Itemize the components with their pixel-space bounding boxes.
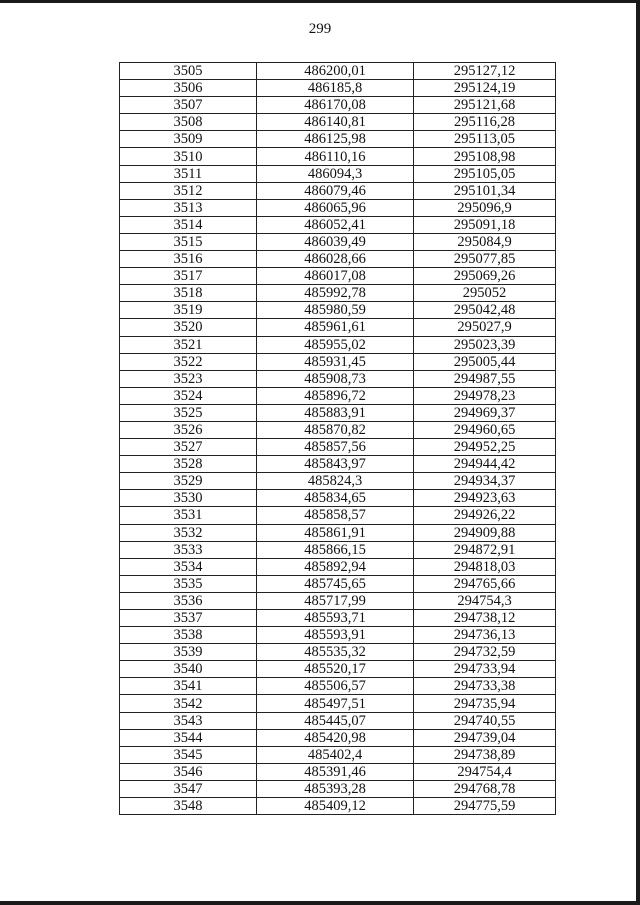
point-number-cell: 3537: [120, 610, 257, 627]
x-coordinate-cell: 485858,57: [257, 507, 414, 524]
y-coordinate-cell: 295116,28: [414, 114, 556, 131]
table-row: [120, 541, 556, 558]
y-coordinate-cell: 295005,44: [414, 353, 556, 370]
y-coordinate-cell: 295121,68: [414, 97, 556, 114]
point-number-cell: 3508: [120, 114, 257, 131]
table-row: [120, 251, 556, 268]
x-coordinate-cell: 486200,01: [257, 63, 414, 80]
y-coordinate-cell: 294960,65: [414, 421, 556, 438]
y-coordinate-cell: 294754,4: [414, 763, 556, 780]
x-coordinate-cell: 485843,97: [257, 456, 414, 473]
point-number-cell: 3532: [120, 524, 257, 541]
point-number-cell: 3515: [120, 233, 257, 250]
scan-border-top: [0, 0, 640, 3]
table-row: [120, 592, 556, 609]
point-number-cell: 3522: [120, 353, 257, 370]
table-row: [120, 746, 556, 763]
y-coordinate-cell: 294736,13: [414, 627, 556, 644]
x-coordinate-cell: 485520,17: [257, 661, 414, 678]
y-coordinate-cell: 294735,94: [414, 695, 556, 712]
table-row: [120, 695, 556, 712]
table-row: [120, 63, 556, 80]
point-number-cell: 3518: [120, 285, 257, 302]
x-coordinate-cell: 486028,66: [257, 251, 414, 268]
y-coordinate-cell: 295124,19: [414, 80, 556, 97]
table-row: [120, 319, 556, 336]
y-coordinate-cell: 295052: [414, 285, 556, 302]
x-coordinate-cell: 486052,41: [257, 216, 414, 233]
x-coordinate-cell: 485445,07: [257, 712, 414, 729]
y-coordinate-cell: 294733,38: [414, 678, 556, 695]
table-row: [120, 285, 556, 302]
point-number-cell: 3530: [120, 490, 257, 507]
table-row: [120, 370, 556, 387]
x-coordinate-cell: 485857,56: [257, 439, 414, 456]
point-number-cell: 3507: [120, 97, 257, 114]
table-row: [120, 627, 556, 644]
x-coordinate-cell: 486079,46: [257, 182, 414, 199]
y-coordinate-cell: 294987,55: [414, 370, 556, 387]
y-coordinate-cell: 294739,04: [414, 729, 556, 746]
x-coordinate-cell: 485717,99: [257, 592, 414, 609]
point-number-cell: 3547: [120, 780, 257, 797]
y-coordinate-cell: 294765,66: [414, 575, 556, 592]
y-coordinate-cell: 294738,12: [414, 610, 556, 627]
y-coordinate-cell: 294768,78: [414, 780, 556, 797]
table-row: [120, 558, 556, 575]
y-coordinate-cell: 294909,88: [414, 524, 556, 541]
x-coordinate-cell: 485980,59: [257, 302, 414, 319]
x-coordinate-cell: 485506,57: [257, 678, 414, 695]
point-number-cell: 3543: [120, 712, 257, 729]
table-row: [120, 421, 556, 438]
table-row: [120, 302, 556, 319]
x-coordinate-cell: 485402,4: [257, 746, 414, 763]
point-number-cell: 3513: [120, 199, 257, 216]
x-coordinate-cell: 486185,8: [257, 80, 414, 97]
x-coordinate-cell: 485409,12: [257, 798, 414, 815]
x-coordinate-cell: 485834,65: [257, 490, 414, 507]
table-row: [120, 780, 556, 797]
x-coordinate-cell: 486039,49: [257, 233, 414, 250]
x-coordinate-cell: 486017,08: [257, 268, 414, 285]
table-row: [120, 610, 556, 627]
y-coordinate-cell: 295096,9: [414, 199, 556, 216]
y-coordinate-cell: 294926,22: [414, 507, 556, 524]
x-coordinate-cell: 485497,51: [257, 695, 414, 712]
y-coordinate-cell: 295105,05: [414, 165, 556, 182]
coordinates-table: [119, 62, 556, 815]
point-number-cell: 3521: [120, 336, 257, 353]
table-row: [120, 353, 556, 370]
x-coordinate-cell: 485908,73: [257, 370, 414, 387]
x-coordinate-cell: 485593,91: [257, 627, 414, 644]
x-coordinate-cell: 486170,08: [257, 97, 414, 114]
table-row: [120, 439, 556, 456]
y-coordinate-cell: 295127,12: [414, 63, 556, 80]
y-coordinate-cell: 294923,63: [414, 490, 556, 507]
x-coordinate-cell: 486094,3: [257, 165, 414, 182]
table-row: [120, 387, 556, 404]
point-number-cell: 3529: [120, 473, 257, 490]
table-row: [120, 798, 556, 815]
y-coordinate-cell: 295101,34: [414, 182, 556, 199]
point-number-cell: 3519: [120, 302, 257, 319]
table-row: [120, 404, 556, 421]
table-row: [120, 182, 556, 199]
x-coordinate-cell: 485745,65: [257, 575, 414, 592]
y-coordinate-cell: 295027,9: [414, 319, 556, 336]
y-coordinate-cell: 295091,18: [414, 216, 556, 233]
x-coordinate-cell: 485896,72: [257, 387, 414, 404]
y-coordinate-cell: 295023,39: [414, 336, 556, 353]
scan-border-bottom: [0, 901, 640, 905]
y-coordinate-cell: 294934,37: [414, 473, 556, 490]
x-coordinate-cell: 486110,16: [257, 148, 414, 165]
x-coordinate-cell: 486140,81: [257, 114, 414, 131]
point-number-cell: 3531: [120, 507, 257, 524]
point-number-cell: 3535: [120, 575, 257, 592]
point-number-cell: 3542: [120, 695, 257, 712]
x-coordinate-cell: 485892,94: [257, 558, 414, 575]
y-coordinate-cell: 294872,91: [414, 541, 556, 558]
table-row: [120, 148, 556, 165]
point-number-cell: 3510: [120, 148, 257, 165]
x-coordinate-cell: 485535,32: [257, 644, 414, 661]
table-row: [120, 268, 556, 285]
y-coordinate-cell: 294978,23: [414, 387, 556, 404]
table-row: [120, 712, 556, 729]
y-coordinate-cell: 294775,59: [414, 798, 556, 815]
table-row: [120, 80, 556, 97]
point-number-cell: 3523: [120, 370, 257, 387]
point-number-cell: 3511: [120, 165, 257, 182]
table-row: [120, 216, 556, 233]
y-coordinate-cell: 295069,26: [414, 268, 556, 285]
point-number-cell: 3528: [120, 456, 257, 473]
table-row: [120, 678, 556, 695]
x-coordinate-cell: 485992,78: [257, 285, 414, 302]
point-number-cell: 3539: [120, 644, 257, 661]
x-coordinate-cell: 485393,28: [257, 780, 414, 797]
point-number-cell: 3546: [120, 763, 257, 780]
table-row: [120, 644, 556, 661]
x-coordinate-cell: 485593,71: [257, 610, 414, 627]
x-coordinate-cell: 485824,3: [257, 473, 414, 490]
point-number-cell: 3540: [120, 661, 257, 678]
page-number: 299: [308, 21, 332, 37]
y-coordinate-cell: 294733,94: [414, 661, 556, 678]
y-coordinate-cell: 294754,3: [414, 592, 556, 609]
table-row: [120, 165, 556, 182]
point-number-cell: 3527: [120, 439, 257, 456]
scan-border-right: [636, 0, 640, 905]
x-coordinate-cell: 485961,61: [257, 319, 414, 336]
x-coordinate-cell: 486065,96: [257, 199, 414, 216]
point-number-cell: 3509: [120, 131, 257, 148]
y-coordinate-cell: 295113,05: [414, 131, 556, 148]
x-coordinate-cell: 485870,82: [257, 421, 414, 438]
point-number-cell: 3541: [120, 678, 257, 695]
y-coordinate-cell: 295108,98: [414, 148, 556, 165]
table-row: [120, 131, 556, 148]
point-number-cell: 3533: [120, 541, 257, 558]
table-row: [120, 490, 556, 507]
point-number-cell: 3538: [120, 627, 257, 644]
y-coordinate-cell: 295042,48: [414, 302, 556, 319]
point-number-cell: 3544: [120, 729, 257, 746]
point-number-cell: 3536: [120, 592, 257, 609]
point-number-cell: 3506: [120, 80, 257, 97]
table-row: [120, 199, 556, 216]
coordinates-table-body: [120, 63, 556, 815]
table-row: [120, 473, 556, 490]
x-coordinate-cell: 486125,98: [257, 131, 414, 148]
table-row: [120, 729, 556, 746]
point-number-cell: 3505: [120, 63, 257, 80]
y-coordinate-cell: 294818,03: [414, 558, 556, 575]
y-coordinate-cell: 295077,85: [414, 251, 556, 268]
table-row: [120, 456, 556, 473]
point-number-cell: 3534: [120, 558, 257, 575]
y-coordinate-cell: 294732,59: [414, 644, 556, 661]
x-coordinate-cell: 485861,91: [257, 524, 414, 541]
point-number-cell: 3524: [120, 387, 257, 404]
table-row: [120, 336, 556, 353]
point-number-cell: 3525: [120, 404, 257, 421]
table-row: [120, 114, 556, 131]
point-number-cell: 3548: [120, 798, 257, 815]
x-coordinate-cell: 485883,91: [257, 404, 414, 421]
y-coordinate-cell: 294740,55: [414, 712, 556, 729]
x-coordinate-cell: 485866,15: [257, 541, 414, 558]
point-number-cell: 3520: [120, 319, 257, 336]
table-row: [120, 507, 556, 524]
table-row: [120, 661, 556, 678]
y-coordinate-cell: 294952,25: [414, 439, 556, 456]
table-row: [120, 763, 556, 780]
y-coordinate-cell: 295084,9: [414, 233, 556, 250]
table-row: [120, 233, 556, 250]
point-number-cell: 3514: [120, 216, 257, 233]
point-number-cell: 3526: [120, 421, 257, 438]
x-coordinate-cell: 485955,02: [257, 336, 414, 353]
x-coordinate-cell: 485391,46: [257, 763, 414, 780]
table-row: [120, 97, 556, 114]
point-number-cell: 3517: [120, 268, 257, 285]
table-row: [120, 524, 556, 541]
point-number-cell: 3545: [120, 746, 257, 763]
x-coordinate-cell: 485420,98: [257, 729, 414, 746]
y-coordinate-cell: 294738,89: [414, 746, 556, 763]
point-number-cell: 3516: [120, 251, 257, 268]
table-row: [120, 575, 556, 592]
point-number-cell: 3512: [120, 182, 257, 199]
y-coordinate-cell: 294969,37: [414, 404, 556, 421]
x-coordinate-cell: 485931,45: [257, 353, 414, 370]
y-coordinate-cell: 294944,42: [414, 456, 556, 473]
